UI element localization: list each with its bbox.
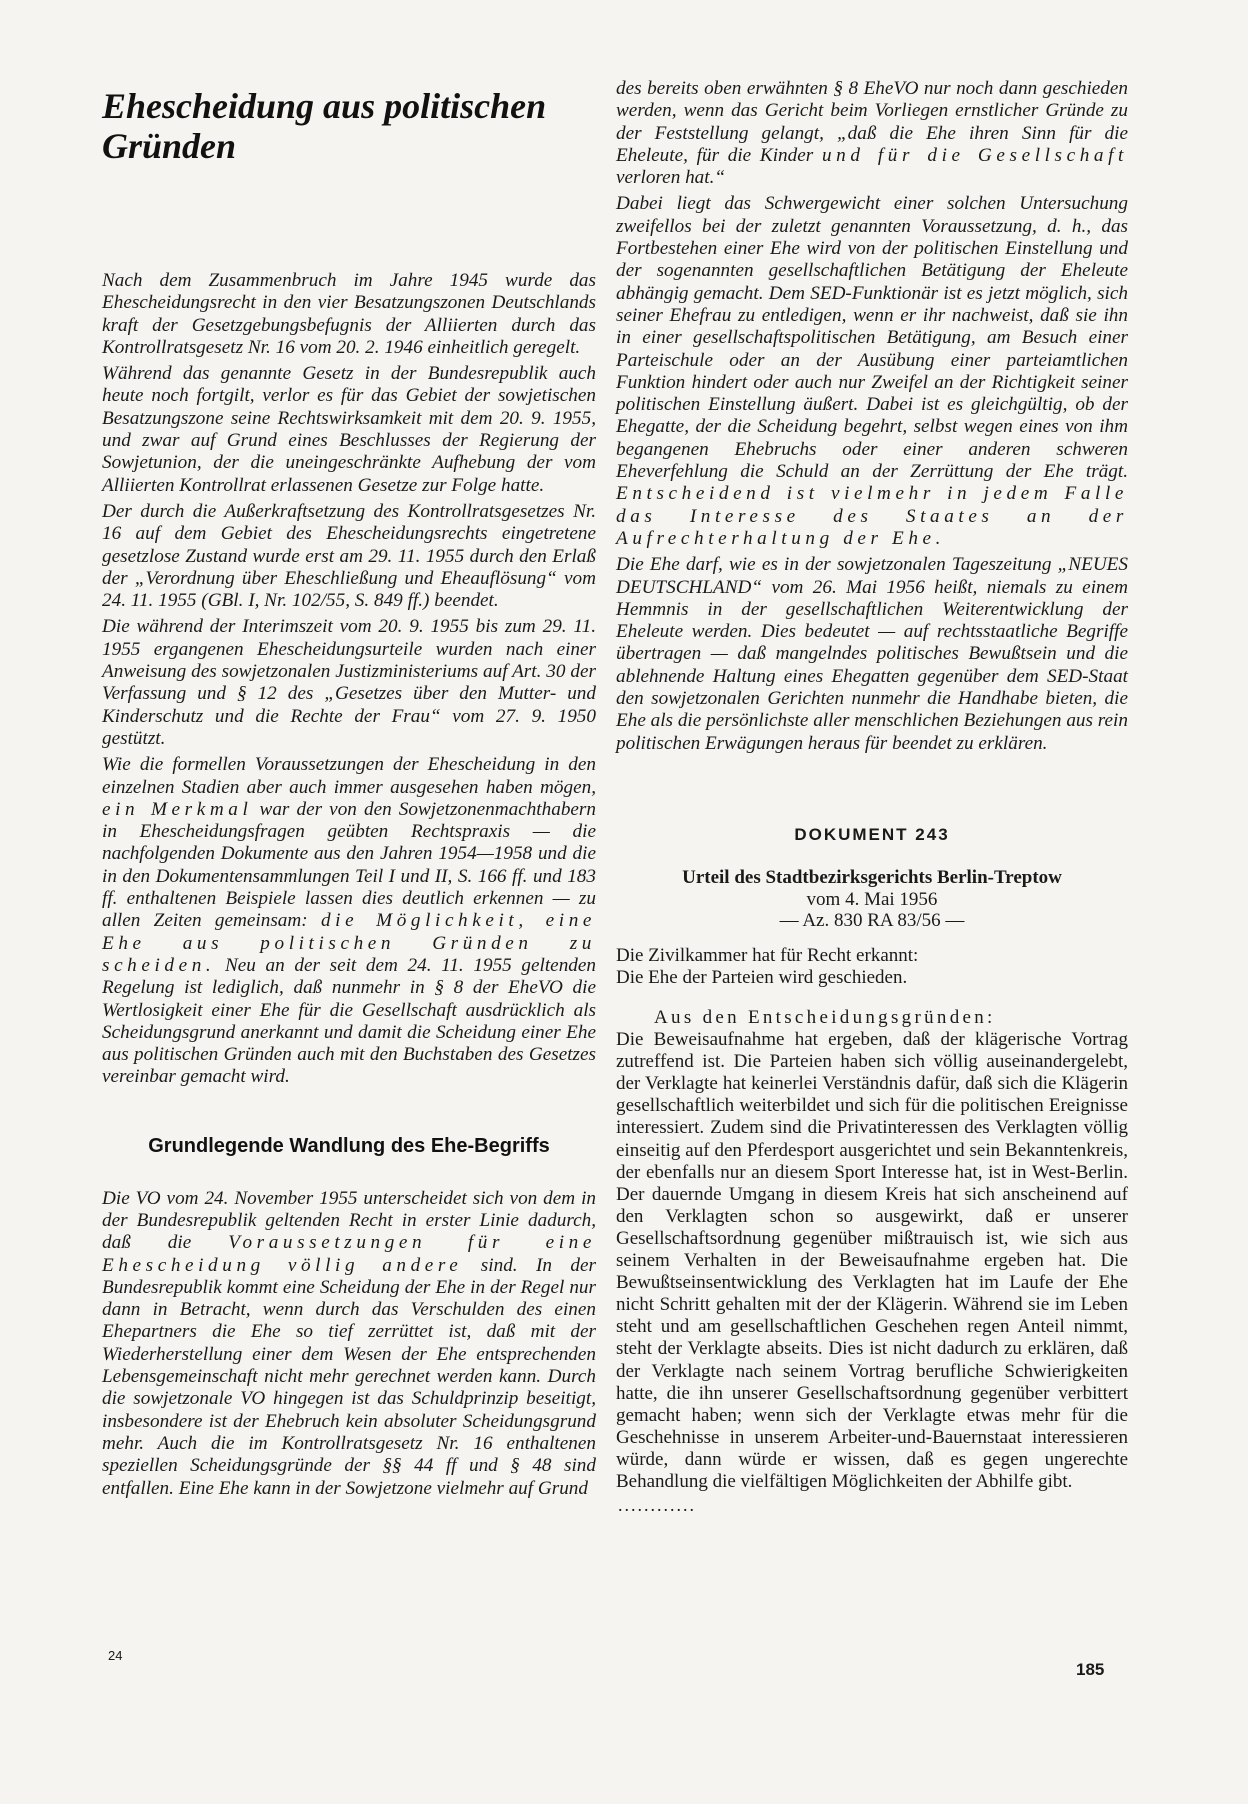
section-heading: Grundlegende Wandlung des Ehe-Begriffs <box>148 1134 550 1157</box>
page-number: 185 <box>1076 1660 1105 1679</box>
right-column <box>616 78 1128 1516</box>
text-span: sind. In der Bundesrepublik kommt eine Scheidung der Ehe in der Regel nur dann in Betracht, wenn durch das Verschulden des einen Ehepartners die Ehe so tief zerrüttet ist, daß mit der Wiederherstellung einer dem Wesen der Ehe entsprechenden Lebensgemeinschaft nicht mehr gerechnet werden kann. Durch die sowjetzonale VO hingegen ist das Schuldprinzip beseitigt, insbesondere ist der Ehebruch kein absoluter Scheidungsgrund mehr. Auch die im Kontrollratsgesetz Nr. 16 enthaltenen speziellen Scheidungsgründe der §§ 44 ff und § 48 sind entfallen. Eine Ehe kann in der Sowjetzone vielmehr auf Grund <box>102 1254 597 1499</box>
paragraph: Die während der Interimszeit vom 20. 9. 1955 bis zum 29. 11. 1955 ergangenen Ehescheidungsurteile wurden nach einer Anweisung des sowjetzonalen Justizministeriums auf Art. 30 der Verfassung und § 12 des „Gesetzes über den Mutter- und Kinderschutz und die Rechte der Frau“ vom 27. 9. 1950 gestützt. <box>102 616 596 749</box>
text-span: des bereits oben erwähnten § 8 EheVO nur noch dann geschieden werden, wenn das Gericht beim Vorliegen ernstlicher Gründe zu der Feststellung gelangt, „daß die Ehe ihren Sinn für die Eheleute, für die Kinder <box>616 78 1128 166</box>
paragraph: Während das genannte Gesetz in der Bundesrepublik auch heute noch fortgilt, verlor es für das Gebiet der sowjetischen Besatzungszone seine Rechtswirksamkeit mit dem 20. 9. 1955, und zwar auf Grund eines Beschlusses der Regierung der Sowjetunion, der die uneingeschränkte Aufhebung der vom Alliierten Kontrollrat erlassenen Gesetze zur Folge hatte. <box>102 363 596 496</box>
text-span: Dabei liegt das Schwergewicht einer solchen Untersuchung zweifellos bei der zuletzt genannten Voraussetzung, d. h., das Fortbestehen einer Ehe wird von der politischen Einstellung und der sogenannten gesellschaftlichen Betätigung der Eheleute abhängig gemacht. Dem SED-Funktionär ist es jetzt möglich, sich seiner Ehefrau zu entledigen, wenn er ihr nachweist, daß sie ihn in einer gesellschaftspolitischen Betätigung, am Besuch einer Parteischule oder an der Ausübung einer parteiamtlichen Funktion hindert oder auch nur Zweifel an der Richtigkeit seiner politischen Einstellung äußert. Dabei ist es gleichgültig, ob der Ehegatte, der die Scheidung begehrt, selbst wegen eines von ihm begangenen Ehebruchs oder einer anderen schweren Eheverfehlung die Schuld an der Zerrüttung der Ehe trägt. <box>616 193 1128 483</box>
emphasized-text: und für die Gesellschaft <box>821 144 1128 166</box>
emphasized-text: die Möglichkeit, eine Ehe aus politischen Gründen zu scheiden. <box>102 910 597 976</box>
paragraph <box>102 754 596 1088</box>
ellipsis: ............ <box>618 1495 696 1516</box>
text-span: Die VO vom 24. November 1955 unterscheidet sich von dem in der Bundesrepublik geltenden Recht in erster Linie dadurch, daß die <box>102 1187 596 1254</box>
grounds-text: Die Beweisaufnahme hat ergeben, daß der klägerische Vortrag zutreffend ist. Die Parteien haben sich völlig auseinandergelebt, der Verklagte hat keinerlei Verständnis dafür, daß sich die Klägerin gesellschaftlich weiterbildet und sich für die politischen Ereignisse interessiert. Zudem sind die Privatinteressen des Verklagten völlig einseitig auf den Pferdesport ausgerichtet und sein Bekanntenkreis, der ebenfalls nur an diesem Sport Interesse hat, ist in West-Berlin. Der dauernde Umgang in diesem Kreis hat sich anscheinend auf den Verklagten schon so ausgewirkt, daß er unserer Gesellschaftsordnung gegenüber mißtrauisch ist, wie sich aus seinem Verhalten in der Beweisaufnahme ergeben hat. Die Bewußtseinsentwicklung des Verklagten hat im Laufe der Ehe nicht Schritt gehalten mit der der Klägerin. Während sie im Leben steht und am gesellschaftlichen Geschehen regen Anteil nimmt, steht der Verklagte abseits. Dies ist nicht dadurch zu erklären, daß der Verklagte nach seinem Vortrag berufliche Schwierigkeiten hatte, die ihn unserer Gesellschaftsordnung gegenüber verbittert gemacht haben; wenn sich der Verklagte etwas mehr für die Geschehnisse in unserem Arbeiter-und-Bauernstaat interessieren würde, dann würde er wissen, daß es gegen ungerechte Behandlung die vielfältigen Möglichkeiten der Abhilfe gibt. <box>616 1029 1128 1492</box>
case-reference: — Az. 830 RA 83/56 — <box>779 909 965 931</box>
emphasized-text: Entscheidend ist vielmehr in jedem Falle das Interesse des Staates an der Aufrechterhaltung der Ehe. <box>616 483 1128 549</box>
ruling-line: Die Zivilkammer hat für Recht erkannt: <box>616 944 919 966</box>
paragraph <box>102 1188 596 1500</box>
paragraph: Nach dem Zusammenbruch im Jahre 1945 wurde das Ehescheidungsrecht in den vier Besatzungszonen Deutschlands kraft der Gesetzgebungsbefugnis der Alliierten durch das Kontrollratsgesetz Nr. 16 vom 20. 2. 1946 einheitlich geregelt. <box>102 270 596 358</box>
ruling-line: Die Ehe der Parteien wird geschieden. <box>616 967 908 988</box>
ruling-block <box>616 945 1128 989</box>
text-span: Neu an der seit dem 24. 11. 1955 geltenden Regelung ist lediglich, daß nunmehr in § 8 der EheVO die Wertlosigkeit einer Ehe für die Gesellschaft ausdrücklich als Scheidungsgrund anerkannt und damit die Scheidung einer Ehe aus politischen Gründen auch mit den Buchstaben des Gesetzes vereinbar gemacht wird. <box>102 954 596 1088</box>
folio-left: 24 <box>108 1648 123 1663</box>
emphasized-text: Voraussetzungen für eine Ehescheidung völlig andere <box>102 1232 596 1276</box>
court-date: vom 4. Mai 1956 <box>806 888 938 910</box>
emphasized-text: ein Merkmal <box>102 798 253 820</box>
text-span: verloren hat.“ <box>616 167 726 189</box>
paragraph <box>616 78 1128 189</box>
paragraph: Der durch die Außerkraftsetzung des Kontrollratsgesetzes Nr. 16 auf dem Gebiet des Ehescheidungsrechts eingetretene gesetzlose Zustand wurde erst am 29. 11. 1955 durch den Erlaß der „Verordnung über Eheschließung und Eheauflösung“ vom 24. 11. 1955 (GBl. I, Nr. 102/55, S. 849 ff.) beendet. <box>102 500 596 612</box>
article-title: Ehescheidung aus politischen Gründen <box>102 86 547 166</box>
paragraph <box>616 193 1128 550</box>
paragraph: Die Ehe darf, wie es in der sowjetzonalen Tageszeitung „NEUES DEUTSCHLAND“ vom 26. Mai 1956 heißt, niemals zu einem Hemmnis in der gesellschaftlichen Weiterentwicklung der Eheleute werden. Dies bedeutet — auf rechtsstaatliche Begriffe übertragen — daß mangelndes politisches Bewußtsein und die ablehnende Haltung eines Ehegatten gegenüber dem SED-Staat den sowjetzonalen Gerichten nunmehr die Handhabe bieten, die Ehe als die persönlichste aller menschlichen Beziehungen aus rein politischen Erwägungen heraus für beendet zu erklären. <box>616 554 1128 754</box>
left-column <box>102 78 596 1504</box>
text-span: war der von den Sowjetzonenmachthabern in Ehescheidungsfragen geübten Rechtspraxis — die nachfolgenden Dokumente aus den Jahren 1954—1958 und die in den Dokumentensammlungen Teil I und II, S. 166 ff. und 183 ff. enthaltenen Beispiele lassen dies deutlich erkennen — zu allen Zeiten gemeinsam: <box>102 798 596 932</box>
document-label: DOKUMENT 243 <box>794 824 950 844</box>
text-span: Wie die formellen Voraussetzungen der Ehescheidung in den einzelnen Stadien aber auch immer ausgesehen haben mögen, <box>102 754 596 798</box>
grounds-heading: Aus den Entscheidungsgründen: <box>654 1007 996 1029</box>
court-title: Urteil des Stadtbezirksgerichts Berlin-Treptow <box>682 866 1062 888</box>
